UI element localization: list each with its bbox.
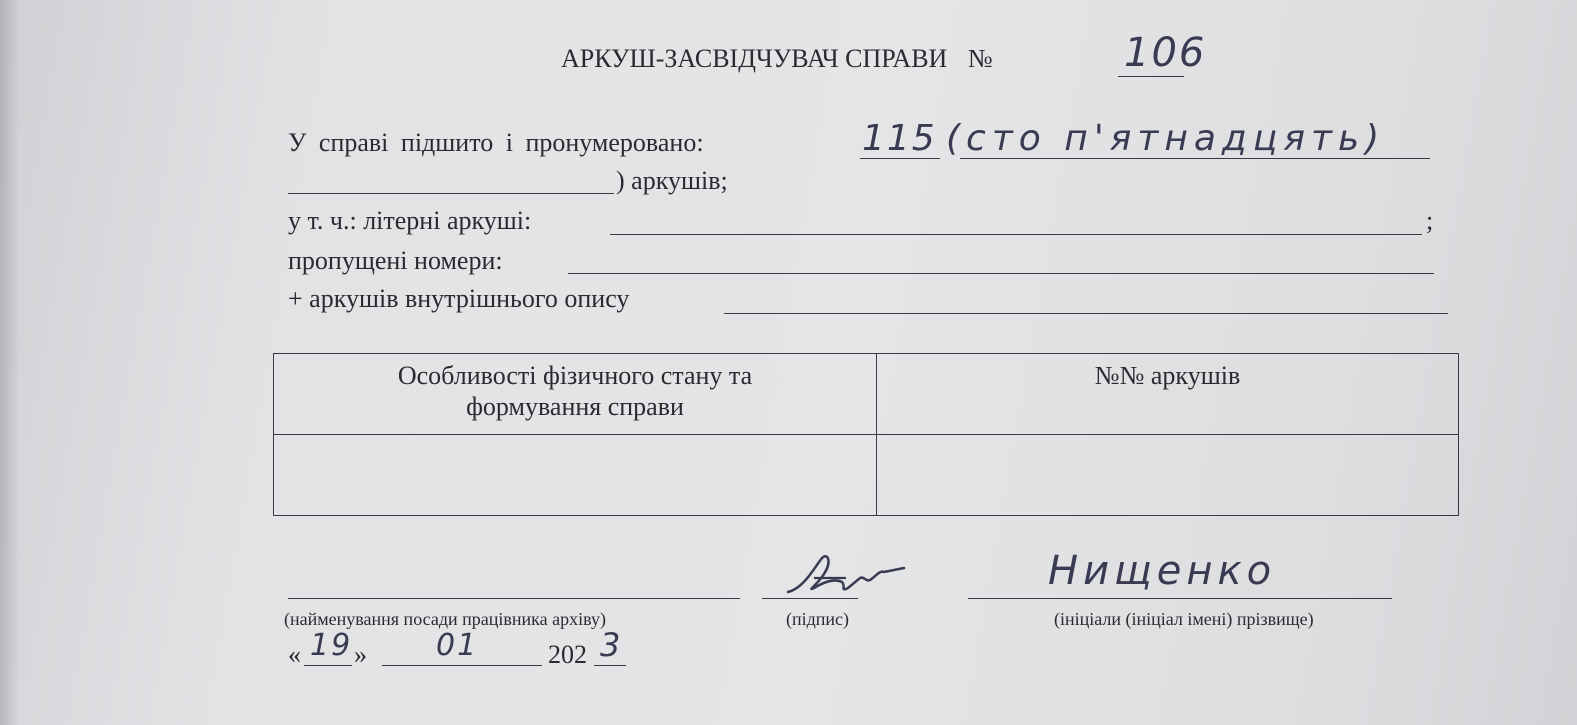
date-year-suffix: 3 bbox=[600, 626, 623, 664]
document-title bbox=[561, 44, 993, 74]
signature-handwritten bbox=[784, 548, 908, 604]
name-handwritten: Нищенко bbox=[1048, 548, 1277, 594]
header-physical-state-line2: формування справи bbox=[466, 392, 684, 421]
title-text: АРКУШ-ЗАСВІДЧУВАЧ СПРАВИ bbox=[561, 44, 948, 73]
table-header-row bbox=[274, 354, 1459, 435]
missing-numbers-label: пропущені номери: bbox=[288, 246, 503, 275]
count-words-line-2 bbox=[288, 193, 614, 194]
letter-sheets-label: у т. ч.: літерні аркуші: bbox=[288, 206, 532, 235]
date-month-line bbox=[382, 665, 542, 666]
letter-sheets-line bbox=[610, 234, 1422, 235]
date-month: 01 bbox=[436, 628, 479, 663]
date-open-quote: « bbox=[288, 640, 301, 669]
missing-numbers-line bbox=[568, 273, 1434, 274]
count-digits: 115 bbox=[862, 118, 937, 159]
count-words-line bbox=[960, 158, 1430, 159]
header-sheet-numbers-text: №№ аркушів bbox=[1094, 361, 1241, 390]
header-physical-state-line1: Особливості фізичного стану та bbox=[397, 361, 753, 390]
signature-caption: (підпис) bbox=[786, 609, 850, 629]
case-number: 106 bbox=[1124, 30, 1207, 76]
position-caption: (найменування посади працівника архіву) bbox=[284, 609, 606, 629]
name-caption: (ініціали (ініціал імені) прізвище) bbox=[1054, 609, 1314, 629]
date-day-line bbox=[304, 665, 352, 666]
inventory-sheets-label: + аркушів внутрішнього опису bbox=[288, 284, 630, 313]
date-day: 19 bbox=[310, 628, 353, 663]
header-sheet-numbers bbox=[877, 354, 1459, 435]
date-year-prefix: 202 bbox=[548, 640, 587, 669]
date-close-quote: » bbox=[354, 640, 367, 669]
date-year-line bbox=[594, 665, 626, 666]
cell-physical-state bbox=[274, 435, 877, 516]
letter-sheets-end: ; bbox=[1426, 206, 1434, 235]
name-line bbox=[968, 598, 1392, 599]
sheets-label: У справі підшито і пронумеровано: bbox=[288, 128, 704, 157]
header-physical-state bbox=[274, 354, 877, 435]
number-sign: № bbox=[967, 44, 993, 73]
sheets-suffix: ) аркушів; bbox=[616, 166, 728, 195]
cell-sheet-numbers bbox=[877, 435, 1459, 516]
physical-state-table bbox=[273, 353, 1459, 516]
case-number-line bbox=[1118, 76, 1184, 77]
paper-edge bbox=[0, 0, 20, 725]
inventory-sheets-line bbox=[724, 313, 1448, 314]
table-row bbox=[274, 435, 1459, 516]
position-line bbox=[288, 598, 740, 599]
count-words: (сто п'ятнадцять) bbox=[946, 118, 1386, 159]
